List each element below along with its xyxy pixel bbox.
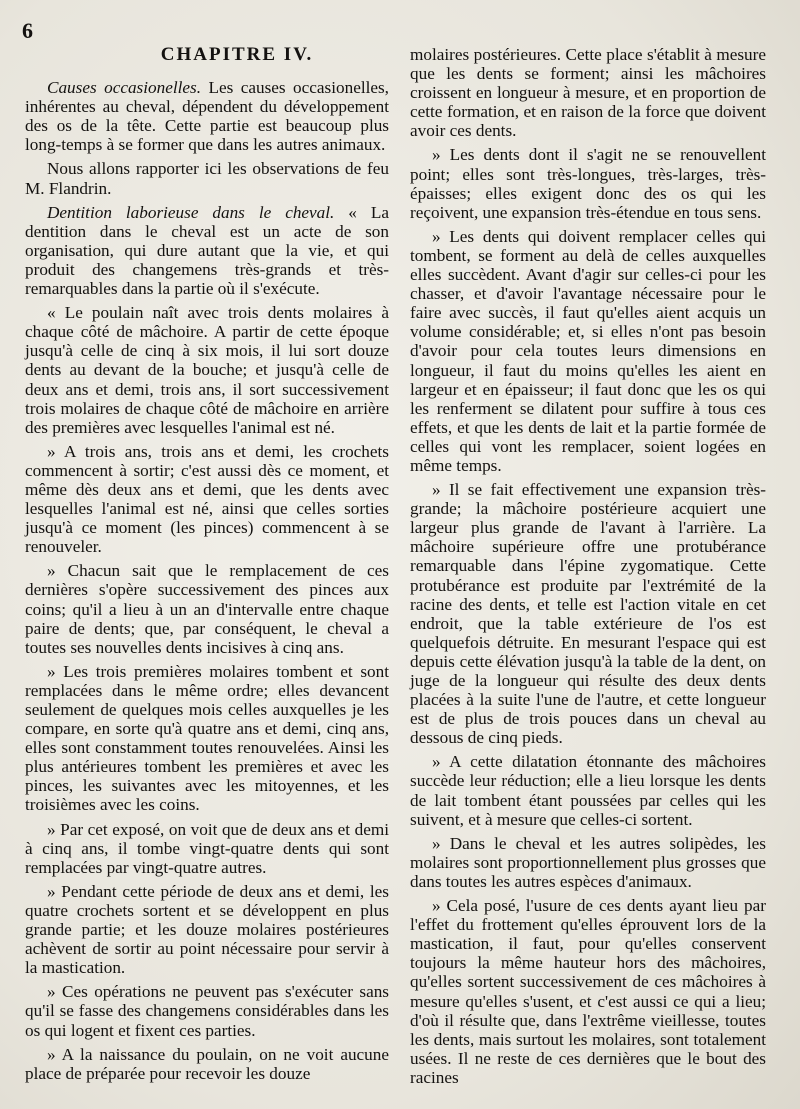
page-number: 6 xyxy=(22,18,33,43)
paragraph-causes xyxy=(25,78,389,154)
paragraph-text: » Ces opérations ne peuvent pas s'exécuter sans qu'il se fasse des changemens considérables dans les os qui logent et fixent ces parties. xyxy=(25,982,389,1040)
paragraph-text: » Les trois premières molaires tombent et sont remplacées dans le même ordre; elles devancent seulement de quelques mois celles auxquelles je les compare, en sorte qu'à quatre ans et demi, cinq ans, elles sont constamment toutes renouvelées. Ainsi les plus antérieures tombent les premières et avec les pinces, les suivantes avec les mitoyennes, et les troisièmes avec les coins. xyxy=(25,661,389,815)
paragraph-text: » Chacun sait que le remplacement de ces dernières s'opère successivement des pinces aux coins; qu'il a lieu à un an d'intervalle entre chaque paire de dents; que, par conséquent, le cheval a toutes ses nouvelles dents incisives à cinq ans. xyxy=(25,561,389,657)
paragraph-text-block xyxy=(25,982,389,1039)
paragraph-text-block xyxy=(410,480,766,747)
paragraph-text: » A trois ans, trois ans et demi, les crochets commencent à sortir; c'est aussi dès ce moment, et même dès deux ans et demi, que les dents avec lesquelles l'animal est né, ainsi que celles sorties jusqu'à ce moment (les pinces) commencent à se renouveler. xyxy=(25,441,389,557)
paragraph-text-block xyxy=(25,1045,389,1083)
paragraph-text: » Les dents dont il s'agit ne se renouvellent point; elles sont très-longues, très-larges, très-épaisses; elles exigent donc des os qui les reçoivent, une expansion très-étendue en tous sens. xyxy=(410,145,766,222)
paragraph-continued xyxy=(410,45,766,140)
paragraph-text-block xyxy=(410,752,766,828)
paragraph-text: » Cela posé, l'usure de ces dents ayant lieu par l'effet du frottement qu'elles éprouvent lors de la mastication, il faut, pour qu'elles conservent toujours la même hauteur hors des mâchoires, qu'elles sortent successivement de ces mâchoires à mesure qu'elles s'usent, et c'est aussi ce qui a lieu; d'où il résulte que, dans l'extrême vieillesse, toutes les dents, mais surtout les molaires, sont totalement usées. Il ne reste de ces dernières que le bout des racines xyxy=(410,896,766,1087)
left-column xyxy=(25,45,389,1088)
paragraph-text: » Pendant cette période de deux ans et demi, les quatre crochets sortent et se développent en plus grande partie; et les douze molaires postérieures achèvent de sortir au point nécessaire pour servir à la mastication. xyxy=(25,881,389,978)
section-lead: Causes occasionelles. xyxy=(47,78,202,98)
paragraph-text: » A la naissance du poulain, on ne voit aucune place de préparée pour recevoir les douze xyxy=(25,1044,389,1083)
paragraph-text: « Le poulain naît avec trois dents molaires à chaque côté de mâchoire. A partir de cette époque jusqu'à celle de cinq à six mois, il lui sort douze dents au devant de la bouche; et jusqu'à celle de deux ans et demi, trois ans, il sort successivement trois molaires de chaque côté de mâchoire en arrière des premières avec lesquelles l'animal est né. xyxy=(25,303,389,437)
paragraph-text: » Par cet exposé, on voit que de deux ans et demi à cinq ans, il tombe vingt-quatre dents qui sont remplacées par vingt-quatre autres. xyxy=(25,819,389,877)
paragraph-text: Nous allons rapporter ici les observations de feu M. Flandrin. xyxy=(25,159,389,198)
paragraph-text-block xyxy=(410,834,766,891)
paragraph-text: » A cette dilatation étonnante des mâchoires succède leur réduction; elle a lieu lorsque les dents de lait tombent étant poussées par celles qui les suivent, et à mesure que celles-ci sortent. xyxy=(410,752,766,829)
paragraph-text: » Il se fait effectivement une expansion très-grande; la mâchoire postérieure acquiert une largeur plus grande de l'avant à l'arrière. La mâchoire supérieure offre une protubérance remarquable dans l'épine zygomatique. Cette protubérance est produite par l'extrémité de la racine des dents, et telle est l'action vitale en cet endroit, que la table extérieure de l'os est quelquefois détruite. En mesurant l'espace qui est depuis cette élévation jusqu'à la table de la dent, on juge de la longueur qui résulte des deux dents placées à la suite l'une de l'autre, et cette longueur est de plus de trois pouces dans un cheval au dessous de cinq pieds. xyxy=(410,480,766,748)
paragraph-text: « La dentition dans le cheval est un acte de son organisation, qui dure autant que la vie, et qui produit des changemens très-grands et très-remarquables dans la partie où il s'exécute. xyxy=(25,202,389,299)
chapter-title: CHAPITRE IV. xyxy=(160,44,314,65)
paragraph-text-block xyxy=(25,662,389,815)
paragraph-text: » Les dents qui doivent remplacer celles qui tombent, se forment au delà de celles auxquelles elles succèdent. Avant d'agir sur celles-ci pour les chasser, et d'avoir l'avantage nécessaire pour le faire avec succès, il faut qu'elles aient acquis un volume considérable; et, si elles n'ont pas besoin d'avoir pour cela toutes leurs dimensions en longueur, il faut du moins qu'elles les aient en largeur et en épaisseur; il faut donc que les os qui les renferment se dilatent pour suffire à tous ces effets, et que les dents de lait et la partie formée de celles qui vont les remplacer, soient logées en même temps. xyxy=(410,226,766,475)
paragraph-text-block xyxy=(25,303,389,437)
right-column xyxy=(410,45,766,1092)
paragraph-text-block xyxy=(25,561,389,656)
paragraph-text: » Dans le cheval et les autres solipèdes, les molaires sont proportionnellement plus grosses que dans toutes les autres espèces d'animaux. xyxy=(410,833,766,891)
paragraph-dentition xyxy=(25,203,389,298)
paragraph-text-block xyxy=(25,442,389,557)
paragraph-text-block xyxy=(410,227,766,475)
section-lead: Dentition laborieuse dans le cheval. xyxy=(47,202,335,222)
paragraph-text: Les causes occasionelles, inhérentes au cheval, dépendent du développement des os de la tête. Cette partie est beaucoup plus long-temps à se former que dans les autres animaux. xyxy=(25,78,389,155)
paragraph-text-block xyxy=(410,896,766,1087)
paragraph-text-block xyxy=(410,145,766,221)
paragraph-observations xyxy=(25,159,389,197)
paragraph-text-block xyxy=(25,882,389,977)
paragraph-text-block xyxy=(25,820,389,877)
paragraph-text: molaires postérieures. Cette place s'établit à mesure que les dents se forment; ainsi les mâchoires croissent en longueur à mesure, et en proportion de cette formation, et en raison de la force que doivent avoir ces dents. xyxy=(410,45,766,141)
